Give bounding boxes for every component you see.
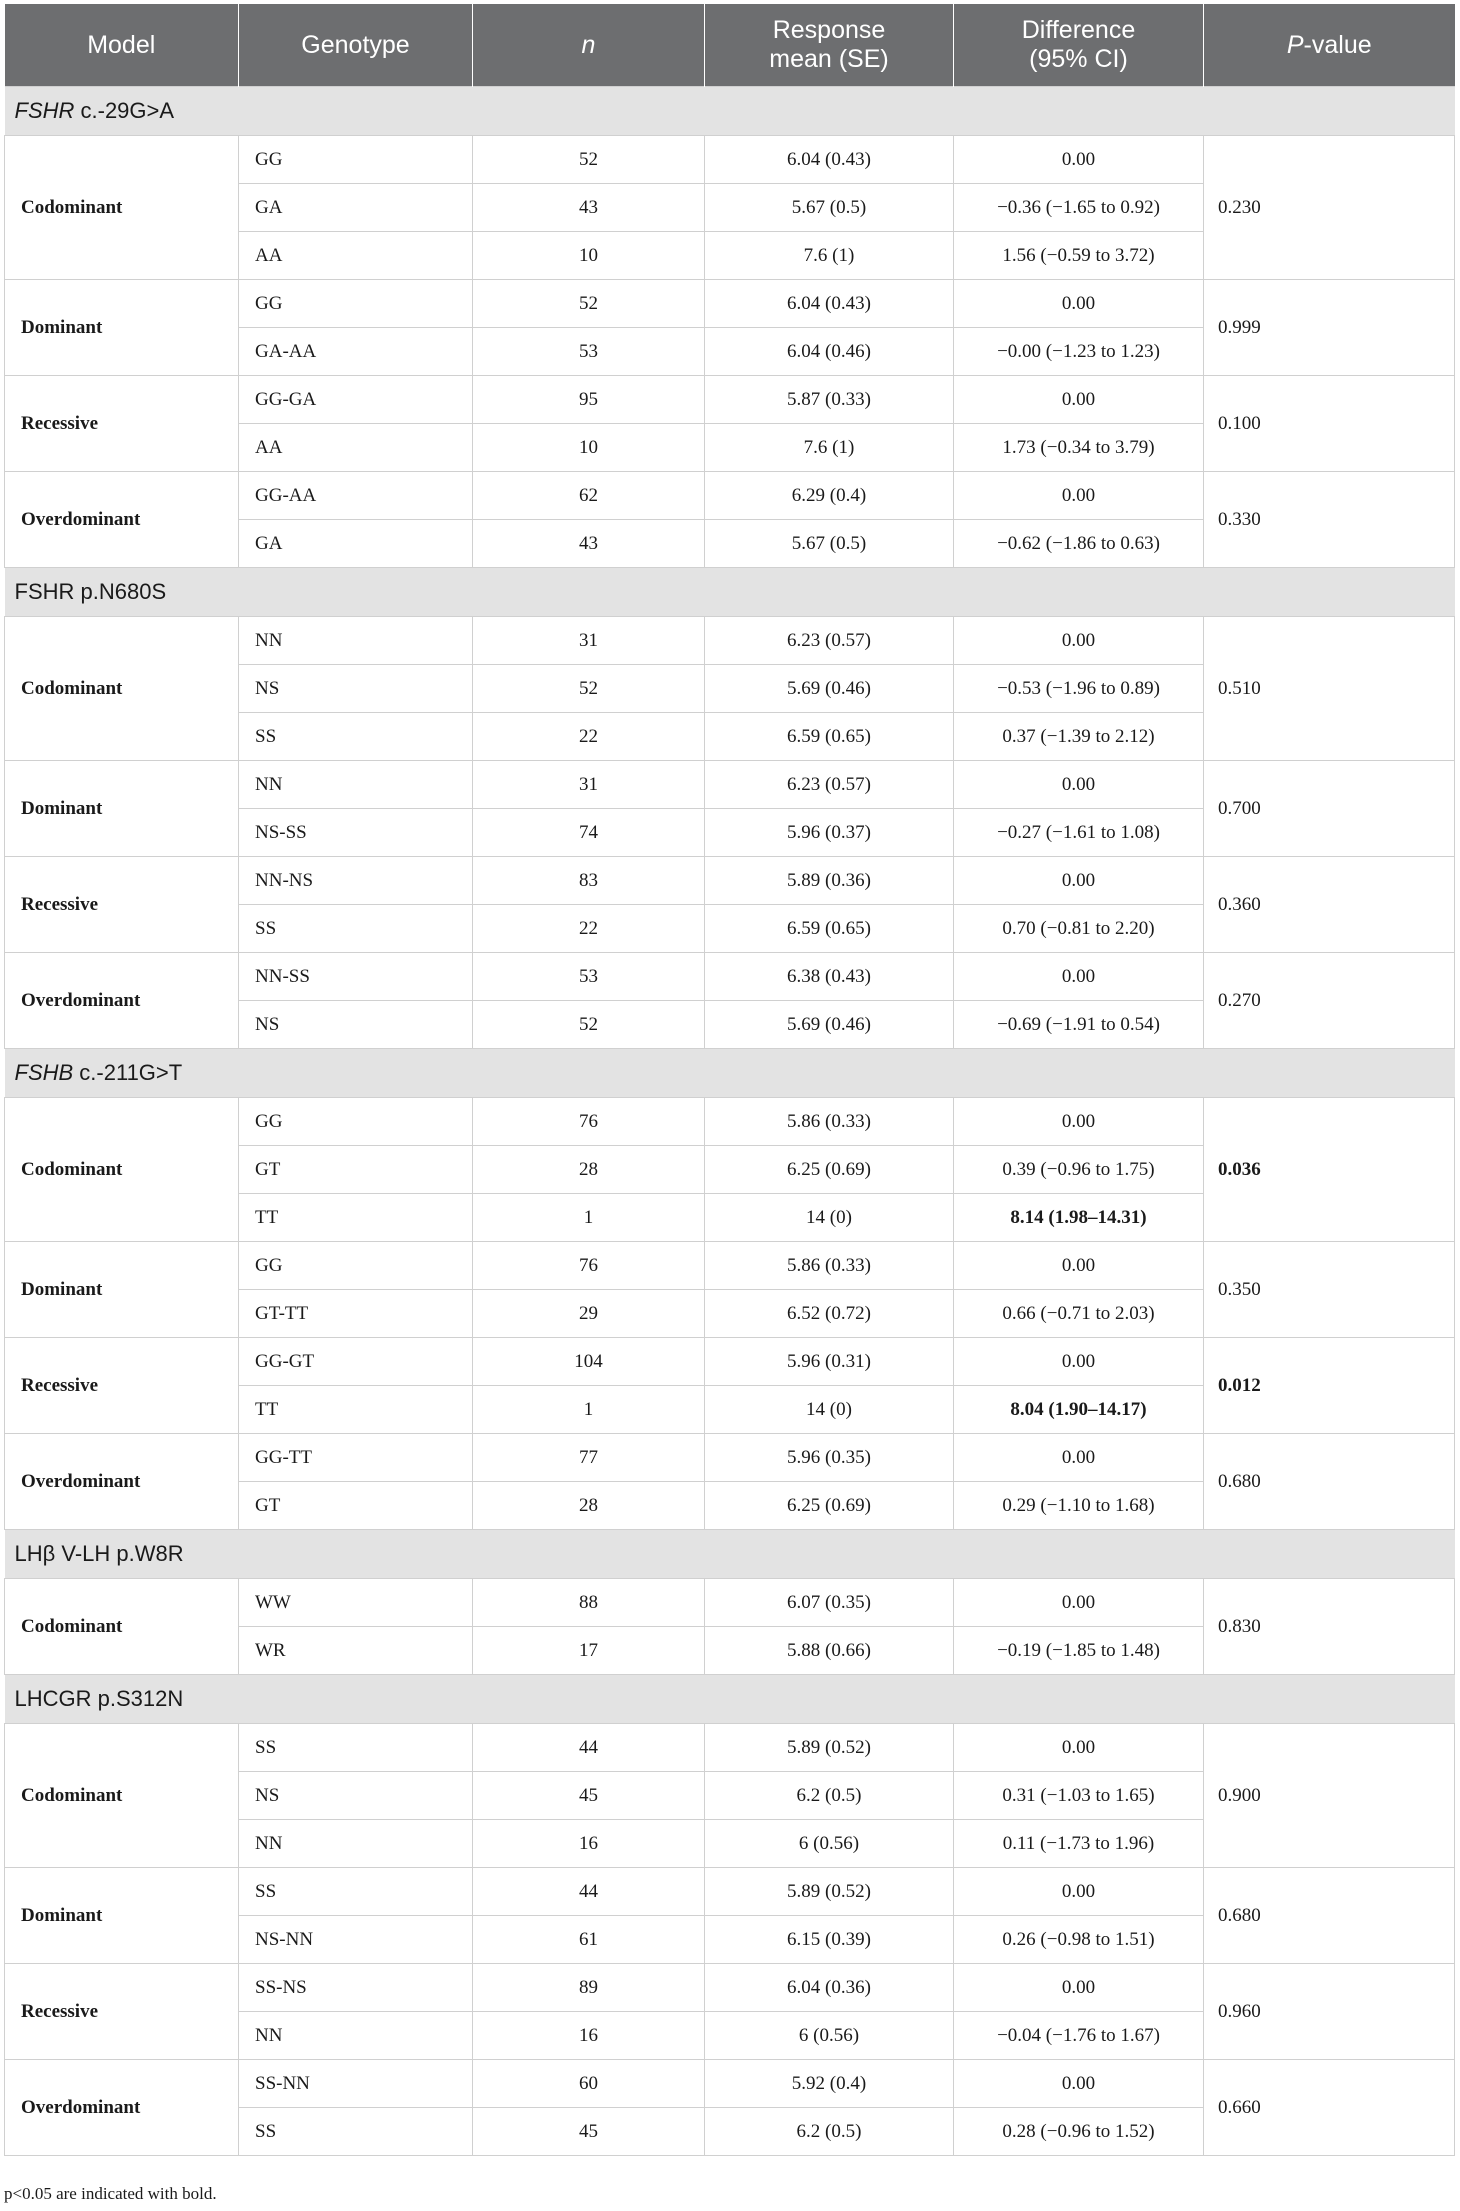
header-n: n xyxy=(473,4,705,87)
n-cell: 83 xyxy=(473,857,705,905)
n-cell: 22 xyxy=(473,713,705,761)
n-cell: 45 xyxy=(473,2108,705,2156)
model-cell: Dominant xyxy=(5,280,239,376)
response-mean-cell: 5.89 (0.36) xyxy=(705,857,954,905)
n-cell: 53 xyxy=(473,328,705,376)
genotype-cell: GG xyxy=(239,1242,473,1290)
genotype-cell: NN xyxy=(239,1820,473,1868)
response-mean-cell: 6 (0.56) xyxy=(705,2012,954,2060)
response-mean-cell: 6.04 (0.46) xyxy=(705,328,954,376)
response-mean-cell: 6.25 (0.69) xyxy=(705,1146,954,1194)
table-row xyxy=(5,376,1455,424)
genotype-response-table xyxy=(4,4,1455,2156)
table-row xyxy=(5,1098,1455,1146)
section-title xyxy=(5,1530,1455,1579)
n-cell: 1 xyxy=(473,1386,705,1434)
genotype-cell: NN-NS xyxy=(239,857,473,905)
section-header-row xyxy=(5,1530,1455,1579)
n-cell: 52 xyxy=(473,136,705,184)
genotype-cell: AA xyxy=(239,424,473,472)
n-cell: 52 xyxy=(473,1001,705,1049)
genotype-cell: GG xyxy=(239,1098,473,1146)
n-cell: 43 xyxy=(473,184,705,232)
response-mean-cell: 5.67 (0.5) xyxy=(705,520,954,568)
header-genotype: Genotype xyxy=(239,4,473,87)
n-cell: 28 xyxy=(473,1482,705,1530)
difference-cell: 0.00 xyxy=(954,1724,1204,1772)
response-mean-cell: 6.38 (0.43) xyxy=(705,953,954,1001)
section-title-variant: c.-29G>A xyxy=(74,98,175,123)
genotype-cell: TT xyxy=(239,1194,473,1242)
genotype-cell: NN xyxy=(239,2012,473,2060)
genotype-cell: GG xyxy=(239,280,473,328)
n-cell: 16 xyxy=(473,2012,705,2060)
section-title-gene: FSHB xyxy=(14,1060,74,1085)
genotype-cell: SS xyxy=(239,1724,473,1772)
genotype-cell: NS xyxy=(239,1001,473,1049)
difference-cell: 0.39 (−0.96 to 1.75) xyxy=(954,1146,1204,1194)
table-footnote: p<0.05 are indicated with bold. xyxy=(4,2184,217,2203)
section-header-row xyxy=(5,568,1455,617)
genotype-cell: TT xyxy=(239,1386,473,1434)
genotype-cell: GT-TT xyxy=(239,1290,473,1338)
model-cell: Codominant xyxy=(5,1098,239,1242)
genotype-cell: GA-AA xyxy=(239,328,473,376)
model-cell: Dominant xyxy=(5,1868,239,1964)
section-title xyxy=(5,568,1455,617)
header-p-value: P-value xyxy=(1204,4,1455,87)
n-cell: 88 xyxy=(473,1579,705,1627)
difference-cell: −0.62 (−1.86 to 0.63) xyxy=(954,520,1204,568)
difference-cell: 1.56 (−0.59 to 3.72) xyxy=(954,232,1204,280)
table-row xyxy=(5,1242,1455,1290)
response-mean-cell: 14 (0) xyxy=(705,1386,954,1434)
section-header-row xyxy=(5,1049,1455,1098)
genotype-cell: NS-SS xyxy=(239,809,473,857)
response-mean-cell: 6.04 (0.43) xyxy=(705,280,954,328)
section-title-variant: c.-211G>T xyxy=(73,1060,183,1085)
difference-cell: 0.00 xyxy=(954,1338,1204,1386)
genotype-cell: SS xyxy=(239,905,473,953)
model-cell: Codominant xyxy=(5,617,239,761)
n-cell: 77 xyxy=(473,1434,705,1482)
n-cell: 104 xyxy=(473,1338,705,1386)
genotype-cell: NS xyxy=(239,665,473,713)
n-cell: 31 xyxy=(473,617,705,665)
table-row xyxy=(5,1579,1455,1627)
response-mean-cell: 5.96 (0.31) xyxy=(705,1338,954,1386)
n-cell: 28 xyxy=(473,1146,705,1194)
response-mean-cell: 5.88 (0.66) xyxy=(705,1627,954,1675)
difference-cell: 0.00 xyxy=(954,136,1204,184)
p-value-cell: 0.680 xyxy=(1204,1868,1455,1964)
difference-cell: −0.00 (−1.23 to 1.23) xyxy=(954,328,1204,376)
n-cell: 89 xyxy=(473,1964,705,2012)
difference-cell: −0.69 (−1.91 to 0.54) xyxy=(954,1001,1204,1049)
genotype-cell: GA xyxy=(239,184,473,232)
table-row xyxy=(5,953,1455,1001)
response-mean-cell: 6.23 (0.57) xyxy=(705,617,954,665)
n-cell: 76 xyxy=(473,1098,705,1146)
table-body xyxy=(5,87,1455,2156)
table-row xyxy=(5,1724,1455,1772)
model-cell: Overdominant xyxy=(5,1434,239,1530)
genotype-cell: NN xyxy=(239,617,473,665)
genotype-cell: SS xyxy=(239,2108,473,2156)
p-value-cell: 0.830 xyxy=(1204,1579,1455,1675)
response-mean-cell: 5.69 (0.46) xyxy=(705,665,954,713)
response-mean-cell: 6.52 (0.72) xyxy=(705,1290,954,1338)
n-cell: 60 xyxy=(473,2060,705,2108)
difference-cell: −0.36 (−1.65 to 0.92) xyxy=(954,184,1204,232)
difference-cell: 0.29 (−1.10 to 1.68) xyxy=(954,1482,1204,1530)
response-mean-cell: 5.87 (0.33) xyxy=(705,376,954,424)
table-row xyxy=(5,280,1455,328)
difference-cell: 0.11 (−1.73 to 1.96) xyxy=(954,1820,1204,1868)
n-cell: 76 xyxy=(473,1242,705,1290)
genotype-cell: GA xyxy=(239,520,473,568)
difference-cell: 0.26 (−0.98 to 1.51) xyxy=(954,1916,1204,1964)
genotype-cell: SS xyxy=(239,1868,473,1916)
response-mean-cell: 5.89 (0.52) xyxy=(705,1724,954,1772)
difference-cell: 0.28 (−0.96 to 1.52) xyxy=(954,2108,1204,2156)
response-mean-cell: 6 (0.56) xyxy=(705,1820,954,1868)
p-value-cell: 0.036 xyxy=(1204,1098,1455,1242)
response-mean-cell: 5.86 (0.33) xyxy=(705,1242,954,1290)
model-cell: Dominant xyxy=(5,1242,239,1338)
model-cell: Recessive xyxy=(5,376,239,472)
genotype-cell: NS xyxy=(239,1772,473,1820)
difference-cell: −0.19 (−1.85 to 1.48) xyxy=(954,1627,1204,1675)
genotype-cell: GG-AA xyxy=(239,472,473,520)
p-value-cell: 0.960 xyxy=(1204,1964,1455,2060)
difference-cell: 0.00 xyxy=(954,1098,1204,1146)
genotype-cell: NS-NN xyxy=(239,1916,473,1964)
response-mean-cell: 6.23 (0.57) xyxy=(705,761,954,809)
difference-cell: 1.73 (−0.34 to 3.79) xyxy=(954,424,1204,472)
difference-cell: 0.00 xyxy=(954,953,1204,1001)
genotype-cell: SS-NS xyxy=(239,1964,473,2012)
n-cell: 44 xyxy=(473,1724,705,1772)
table-row xyxy=(5,472,1455,520)
genotype-cell: GG-TT xyxy=(239,1434,473,1482)
table-row xyxy=(5,1434,1455,1482)
response-mean-cell: 5.92 (0.4) xyxy=(705,2060,954,2108)
header-response-mean: Response mean (SE) xyxy=(705,4,954,87)
difference-cell: 0.31 (−1.03 to 1.65) xyxy=(954,1772,1204,1820)
p-value-cell: 0.510 xyxy=(1204,617,1455,761)
section-title-variant: FSHR p.N680S xyxy=(14,579,167,604)
model-cell: Recessive xyxy=(5,857,239,953)
section-title xyxy=(5,1049,1455,1098)
table-row xyxy=(5,1338,1455,1386)
p-value-cell: 0.330 xyxy=(1204,472,1455,568)
difference-cell: 0.00 xyxy=(954,280,1204,328)
genotype-cell: AA xyxy=(239,232,473,280)
table-row xyxy=(5,1868,1455,1916)
n-cell: 61 xyxy=(473,1916,705,1964)
p-value-cell: 0.999 xyxy=(1204,280,1455,376)
model-cell: Codominant xyxy=(5,136,239,280)
response-mean-cell: 6.07 (0.35) xyxy=(705,1579,954,1627)
n-cell: 95 xyxy=(473,376,705,424)
genotype-cell: GG-GT xyxy=(239,1338,473,1386)
difference-cell: 0.70 (−0.81 to 2.20) xyxy=(954,905,1204,953)
p-value-cell: 0.230 xyxy=(1204,136,1455,280)
response-mean-cell: 6.25 (0.69) xyxy=(705,1482,954,1530)
n-cell: 31 xyxy=(473,761,705,809)
table-row xyxy=(5,2060,1455,2108)
genotype-cell: NN-SS xyxy=(239,953,473,1001)
response-mean-cell: 5.67 (0.5) xyxy=(705,184,954,232)
difference-cell: 0.00 xyxy=(954,761,1204,809)
genotype-cell: NN xyxy=(239,761,473,809)
n-cell: 52 xyxy=(473,280,705,328)
difference-cell: 0.00 xyxy=(954,617,1204,665)
difference-cell: 0.00 xyxy=(954,472,1204,520)
response-mean-cell: 14 (0) xyxy=(705,1194,954,1242)
genotype-cell: GG xyxy=(239,136,473,184)
genotype-cell: GG-GA xyxy=(239,376,473,424)
section-title xyxy=(5,87,1455,136)
difference-cell: 0.00 xyxy=(954,1964,1204,2012)
model-cell: Codominant xyxy=(5,1579,239,1675)
difference-cell: 0.00 xyxy=(954,1434,1204,1482)
n-cell: 53 xyxy=(473,953,705,1001)
genotype-cell: SS-NN xyxy=(239,2060,473,2108)
difference-cell: 0.00 xyxy=(954,857,1204,905)
difference-cell: 0.66 (−0.71 to 2.03) xyxy=(954,1290,1204,1338)
p-value-cell: 0.270 xyxy=(1204,953,1455,1049)
response-mean-cell: 6.59 (0.65) xyxy=(705,905,954,953)
n-cell: 10 xyxy=(473,232,705,280)
model-cell: Overdominant xyxy=(5,2060,239,2156)
difference-cell: 8.14 (1.98–14.31) xyxy=(954,1194,1204,1242)
response-mean-cell: 7.6 (1) xyxy=(705,424,954,472)
header-model: Model xyxy=(5,4,239,87)
model-cell: Codominant xyxy=(5,1724,239,1868)
n-cell: 22 xyxy=(473,905,705,953)
response-mean-cell: 5.96 (0.37) xyxy=(705,809,954,857)
p-value-cell: 0.012 xyxy=(1204,1338,1455,1434)
response-mean-cell: 5.69 (0.46) xyxy=(705,1001,954,1049)
n-cell: 45 xyxy=(473,1772,705,1820)
difference-cell: 0.37 (−1.39 to 2.12) xyxy=(954,713,1204,761)
n-cell: 29 xyxy=(473,1290,705,1338)
model-cell: Overdominant xyxy=(5,472,239,568)
p-value-cell: 0.360 xyxy=(1204,857,1455,953)
difference-cell: −0.53 (−1.96 to 0.89) xyxy=(954,665,1204,713)
n-cell: 10 xyxy=(473,424,705,472)
difference-cell: −0.04 (−1.76 to 1.67) xyxy=(954,2012,1204,2060)
table-row xyxy=(5,136,1455,184)
genotype-cell: SS xyxy=(239,713,473,761)
model-cell: Overdominant xyxy=(5,953,239,1049)
table-row xyxy=(5,617,1455,665)
response-mean-cell: 6.2 (0.5) xyxy=(705,2108,954,2156)
difference-cell: 0.00 xyxy=(954,1242,1204,1290)
n-cell: 17 xyxy=(473,1627,705,1675)
difference-cell: 0.00 xyxy=(954,1868,1204,1916)
response-mean-cell: 5.86 (0.33) xyxy=(705,1098,954,1146)
p-value-cell: 0.700 xyxy=(1204,761,1455,857)
table-row xyxy=(5,857,1455,905)
response-mean-cell: 5.96 (0.35) xyxy=(705,1434,954,1482)
genotype-cell: WR xyxy=(239,1627,473,1675)
genotype-cell: GT xyxy=(239,1482,473,1530)
response-mean-cell: 6.04 (0.43) xyxy=(705,136,954,184)
p-value-cell: 0.100 xyxy=(1204,376,1455,472)
genotype-cell: WW xyxy=(239,1579,473,1627)
section-title-variant: LHCGR p.S312N xyxy=(14,1686,184,1711)
difference-cell: 8.04 (1.90–14.17) xyxy=(954,1386,1204,1434)
difference-cell: −0.27 (−1.61 to 1.08) xyxy=(954,809,1204,857)
response-mean-cell: 7.6 (1) xyxy=(705,232,954,280)
header-row xyxy=(5,4,1455,87)
n-cell: 16 xyxy=(473,1820,705,1868)
n-cell: 44 xyxy=(473,1868,705,1916)
model-cell: Recessive xyxy=(5,1338,239,1434)
difference-cell: 0.00 xyxy=(954,2060,1204,2108)
genotype-cell: GT xyxy=(239,1146,473,1194)
response-mean-cell: 6.29 (0.4) xyxy=(705,472,954,520)
response-mean-cell: 6.04 (0.36) xyxy=(705,1964,954,2012)
difference-cell: 0.00 xyxy=(954,1579,1204,1627)
model-cell: Dominant xyxy=(5,761,239,857)
section-title-gene: FSHR xyxy=(14,98,75,123)
table-row xyxy=(5,1964,1455,2012)
n-cell: 52 xyxy=(473,665,705,713)
section-header-row xyxy=(5,1675,1455,1724)
p-value-cell: 0.900 xyxy=(1204,1724,1455,1868)
n-cell: 43 xyxy=(473,520,705,568)
table-row xyxy=(5,761,1455,809)
response-mean-cell: 6.2 (0.5) xyxy=(705,1772,954,1820)
header-difference: Difference (95% CI) xyxy=(954,4,1204,87)
difference-cell: 0.00 xyxy=(954,376,1204,424)
section-title xyxy=(5,1675,1455,1724)
n-cell: 62 xyxy=(473,472,705,520)
section-header-row xyxy=(5,87,1455,136)
response-mean-cell: 5.89 (0.52) xyxy=(705,1868,954,1916)
response-mean-cell: 6.15 (0.39) xyxy=(705,1916,954,1964)
results-table-container xyxy=(4,4,1454,2156)
p-value-cell: 0.660 xyxy=(1204,2060,1455,2156)
n-cell: 74 xyxy=(473,809,705,857)
response-mean-cell: 6.59 (0.65) xyxy=(705,713,954,761)
p-value-cell: 0.350 xyxy=(1204,1242,1455,1338)
n-cell: 1 xyxy=(473,1194,705,1242)
section-title-variant: LHβ V-LH p.W8R xyxy=(14,1541,184,1566)
model-cell: Recessive xyxy=(5,1964,239,2060)
p-value-cell: 0.680 xyxy=(1204,1434,1455,1530)
